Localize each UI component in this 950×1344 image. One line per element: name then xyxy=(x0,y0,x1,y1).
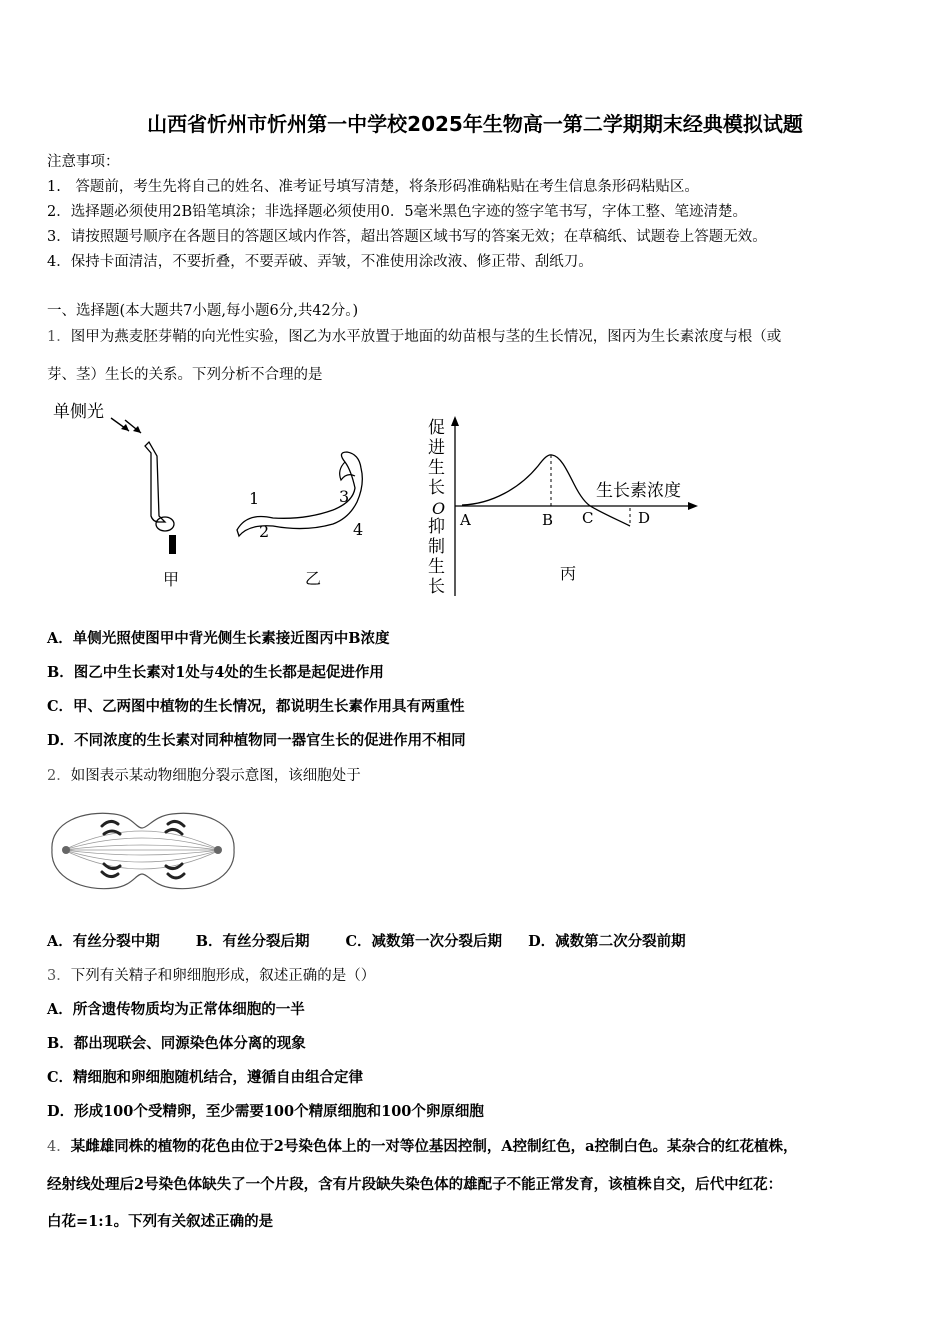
coleoptile xyxy=(145,442,165,522)
point-label: D xyxy=(638,509,651,527)
notice-heading: 注意事项： xyxy=(47,154,120,170)
yi-label: 4 xyxy=(353,520,364,539)
yi-label: 1 xyxy=(249,489,260,508)
question-2-text xyxy=(47,766,361,786)
x-axis-label: 生长素浓度 xyxy=(596,481,681,501)
arrowhead xyxy=(451,416,459,426)
figure-yi xyxy=(225,440,395,600)
option-c: C．减数第一次分裂后期 xyxy=(345,933,503,950)
question-number: 4． xyxy=(47,1139,71,1155)
question-4-line3: 白花=1:1。下列有关叙述正确的是 xyxy=(47,1213,274,1230)
seed xyxy=(156,517,174,531)
origin-label: O xyxy=(432,499,446,518)
question-number: 3． xyxy=(47,968,71,984)
spindle-fibers xyxy=(64,831,220,869)
point-label: A xyxy=(460,511,471,529)
q2-options xyxy=(47,932,686,952)
y-axis-label: 长 xyxy=(428,478,445,498)
point-label: B xyxy=(542,511,554,529)
y-axis-label: 进 xyxy=(428,438,445,458)
arrowhead xyxy=(121,424,129,431)
figure-jia xyxy=(45,398,205,598)
question-4-text xyxy=(47,1137,797,1157)
option-d: D．减数第二次分裂前期 xyxy=(528,933,686,950)
bing-caption: 丙 xyxy=(560,564,577,583)
option-a: A．有丝分裂中期 xyxy=(47,933,160,950)
question-3-stem: 下列有关精子和卵细胞形成，叙述正确的是（） xyxy=(70,968,376,984)
question-1-text xyxy=(47,327,781,347)
option-d: D．不同浓度的生长素对同种植物同一器官生长的促进作用不相同 xyxy=(47,732,466,749)
notice-item: 3．请按照题号顺序在各题目的答题区域内作答，超出答题区域书写的答案无效；在草稿纸、试题卷上答题无效。 xyxy=(47,229,767,245)
option-b: B．都出现联会、同源染色体分离的现象 xyxy=(47,1035,306,1052)
y-axis-label: 制 xyxy=(428,537,445,557)
question-2-stem: 如图表示某动物细胞分裂示意图，该细胞处于 xyxy=(70,768,361,784)
option-a: A．所含遗传物质均为正常体细胞的一半 xyxy=(47,1001,305,1018)
option-b: B．有丝分裂后期 xyxy=(195,933,310,950)
y-axis-label: 生 xyxy=(428,557,445,577)
question-4-line1: 某雌雄同株的植物的花色由位于2号染色体上的一对等位基因控制，A控制红色，a控制白色。某杂合的红花植株， xyxy=(70,1138,798,1155)
centrosome xyxy=(214,846,222,854)
notice-item: 4．保持卡面清洁，不要折叠，不要弄破、弄皱，不准使用涂改液、修正带、刮纸刀。 xyxy=(47,254,593,270)
option-c: C．甲、乙两图中植物的生长情况，都说明生长素作用具有两重性 xyxy=(47,698,465,715)
centrosome xyxy=(62,846,70,854)
question-number: 2． xyxy=(47,768,71,784)
question-4-line2: 经射线处理后2号染色体缺失了一个片段，含有片段缺失染色体的雄配子不能正常发育，该植株自交，后代中红花： xyxy=(47,1176,783,1193)
question-1-line2: 芽、茎）生长的关系。下列分析不合理的是 xyxy=(47,367,323,383)
section-heading: 一、选择题(本大题共7小题,每小题6分,共42分。) xyxy=(47,303,359,319)
jia-light-label: 单侧光 xyxy=(53,402,104,422)
option-b: B．图乙中生长素对1处与4处的生长都是起促进作用 xyxy=(47,664,384,681)
figure-bing xyxy=(420,408,730,600)
arrowhead xyxy=(688,502,698,510)
question-1-line1: 图甲为燕麦胚芽鞘的向光性实验，图乙为水平放置于地面的幼苗根与茎的生长情况，图丙为生长素浓度与根（或 xyxy=(70,329,782,345)
page-title: 山西省忻州市忻州第一中学校2025年生物高一第二学期期末经典模拟试题 xyxy=(147,112,803,136)
question-number: 1． xyxy=(47,329,71,345)
yi-caption: 乙 xyxy=(305,569,322,588)
y-axis-label: 生 xyxy=(428,458,445,478)
cell-division-figure xyxy=(44,804,240,896)
y-axis-label: 长 xyxy=(428,577,445,597)
block xyxy=(169,535,176,554)
option-a: A．单侧光照使图甲中背光侧生长素接近图丙中B浓度 xyxy=(47,630,390,647)
notice-item: 2．选择题必须使用2B铅笔填涂；非选择题必须使用0．5毫米黑色字迹的签字笔书写，字体工整、笔迹清楚。 xyxy=(47,204,748,220)
y-axis-label: 抑 xyxy=(428,517,445,537)
notice-item: 1. 答题前，考生先将自己的姓名、准考证号填写清楚，将条形码准确粘贴在考生信息条形码粘贴区。 xyxy=(47,179,699,195)
y-axis-label: 促 xyxy=(428,418,445,438)
cell-membrane xyxy=(52,813,234,888)
option-d: D．形成100个受精卵，至少需要100个精原细胞和100个卵原细胞 xyxy=(47,1103,484,1120)
question-3-text xyxy=(47,966,375,986)
yi-label: 3 xyxy=(339,487,350,506)
point-label: C xyxy=(582,509,594,527)
jia-caption: 甲 xyxy=(163,570,180,589)
option-c: C．精细胞和卵细胞随机结合，遵循自由组合定律 xyxy=(47,1069,364,1086)
yi-label: 2 xyxy=(259,522,270,541)
